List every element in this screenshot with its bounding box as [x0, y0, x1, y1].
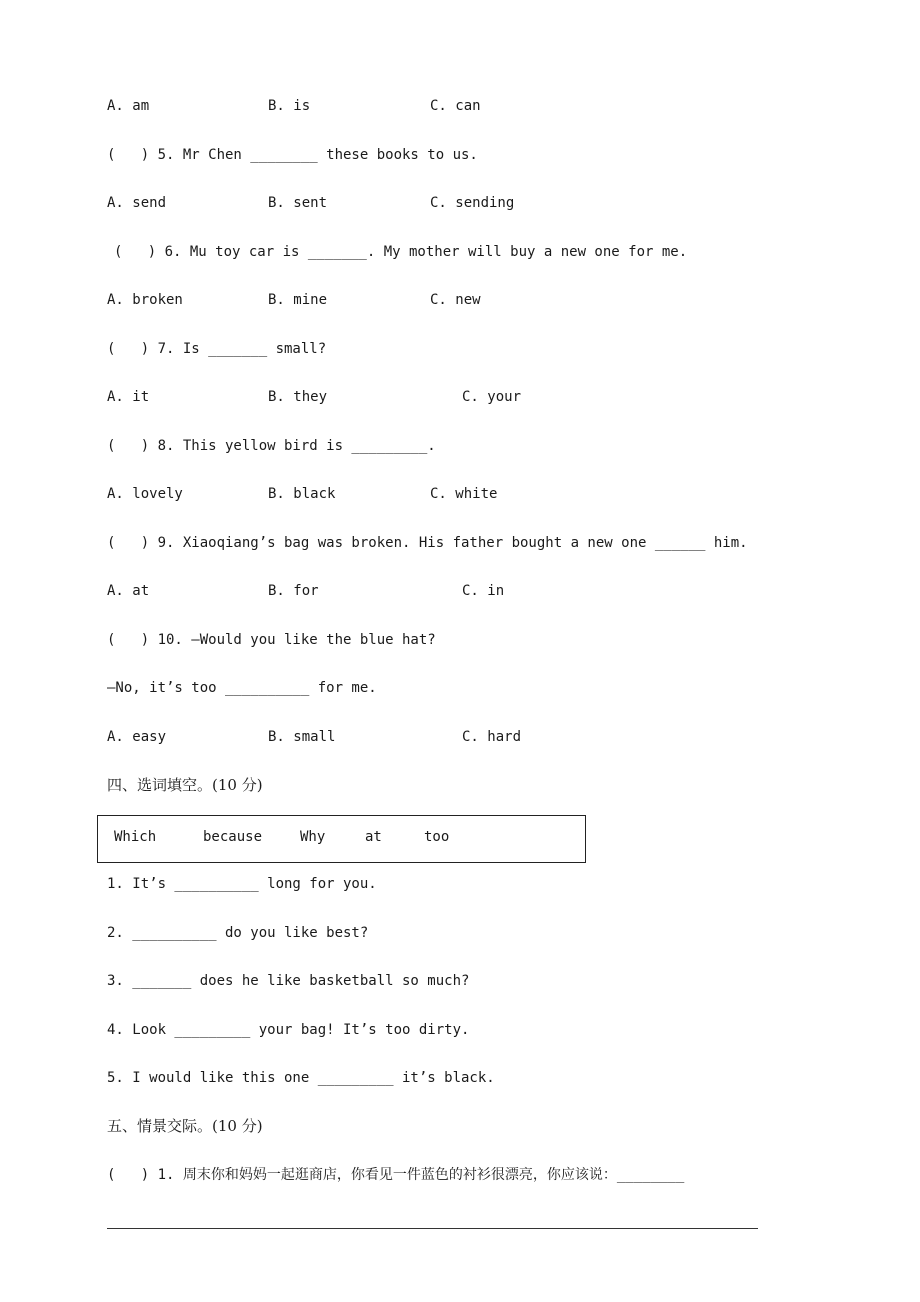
word-bank-word: Why	[300, 829, 326, 845]
section4-item: 5. I would like this one _________ it’s black.	[107, 1070, 495, 1086]
word-bank-box	[97, 815, 586, 863]
section4-item: 1. It’s __________ long for you.	[107, 876, 377, 892]
q10-option-b: B. small	[268, 729, 336, 745]
q10-option-a: A. easy	[107, 729, 167, 745]
footer-rule	[107, 1228, 758, 1229]
q8-option-a: A. lovely	[107, 486, 183, 502]
q6-option-c: C. new	[430, 292, 481, 308]
q6-option-b: B. mine	[268, 292, 328, 308]
q4-option-c: C. can	[430, 98, 481, 114]
q7-option-a: A. it	[107, 389, 150, 405]
section5-title: 五、情景交际。(10 分)	[107, 1117, 263, 1135]
q9-option-b: B. for	[268, 583, 319, 599]
q10-reply: —No, it’s too __________ for me.	[107, 680, 377, 696]
word-bank-word: because	[203, 829, 263, 845]
section4-item: 4. Look _________ your bag! It’s too dirty.	[107, 1022, 470, 1038]
q5-option-c: C. sending	[430, 195, 515, 211]
q9-stem: ( ) 9. Xiaoqiang’s bag was broken. His father bought a new one ______ him.	[107, 535, 748, 551]
word-bank-word: at	[365, 829, 382, 845]
q6-stem: ( ) 6. Mu toy car is _______. My mother will buy a new one for me.	[114, 244, 688, 260]
q5-option-a: A. send	[107, 195, 167, 211]
section5-item: ( ) 1. 周末你和妈妈一起逛商店，你看见一件蓝色的衬衫很漂亮，你应该说：________	[107, 1167, 685, 1183]
q5-option-b: B. sent	[268, 195, 328, 211]
word-bank-word: too	[424, 829, 450, 845]
q10-stem: ( ) 10. —Would you like the blue hat?	[107, 632, 436, 648]
q5-stem: ( ) 5. Mr Chen ________ these books to us.	[107, 147, 478, 163]
q9-option-c: C. in	[462, 583, 505, 599]
q7-option-c: C. your	[462, 389, 522, 405]
word-bank-word: Which	[114, 829, 157, 845]
q10-option-c: C. hard	[462, 729, 522, 745]
q4-option-a: A. am	[107, 98, 150, 114]
q8-option-c: C. white	[430, 486, 498, 502]
q4-option-b: B. is	[268, 98, 311, 114]
q8-stem: ( ) 8. This yellow bird is _________.	[107, 438, 436, 454]
section4-item: 2. __________ do you like best?	[107, 925, 369, 941]
q7-option-b: B. they	[268, 389, 328, 405]
section4-item: 3. _______ does he like basketball so much?	[107, 973, 470, 989]
q6-option-a: A. broken	[107, 292, 183, 308]
q8-option-b: B. black	[268, 486, 336, 502]
section4-title: 四、选词填空。(10 分)	[107, 776, 263, 794]
q7-stem: ( ) 7. Is _______ small?	[107, 341, 327, 357]
q9-option-a: A. at	[107, 583, 150, 599]
